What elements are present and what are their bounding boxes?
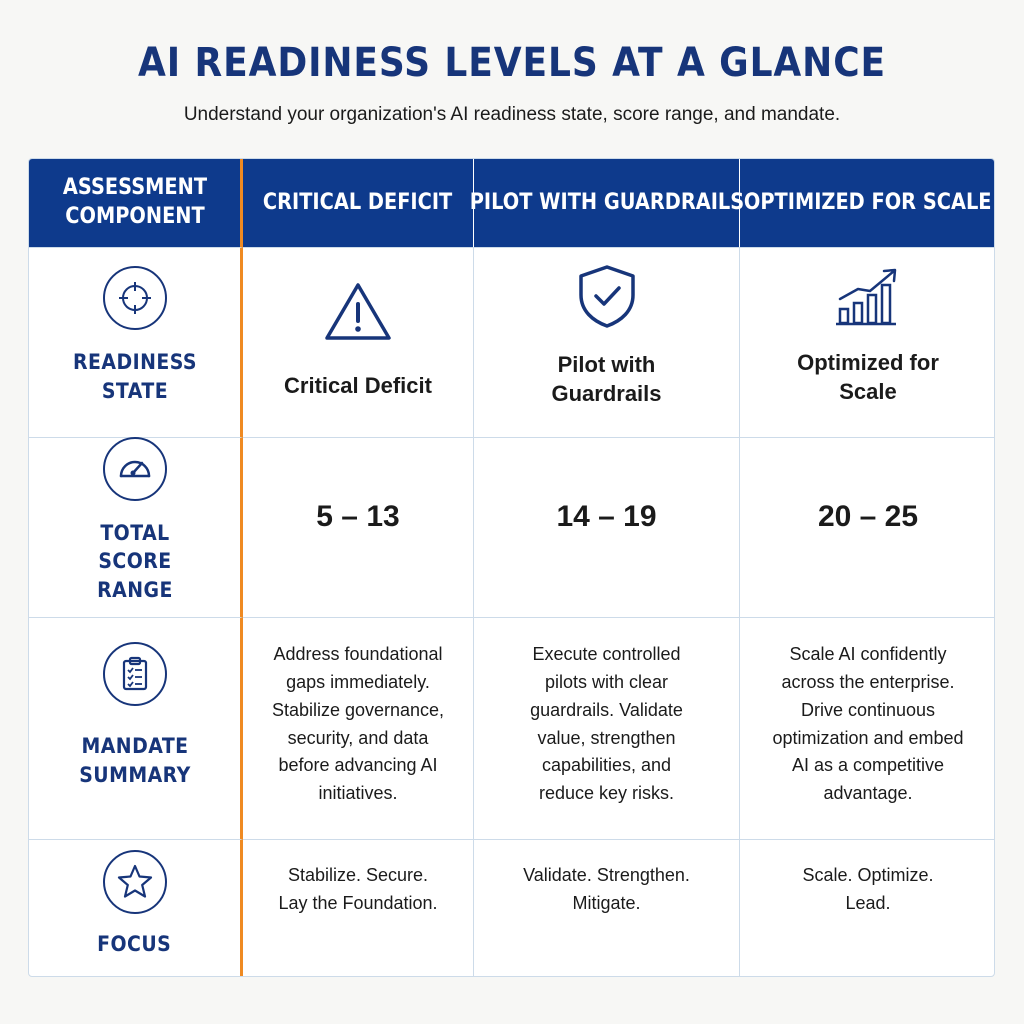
gauge-icon	[103, 437, 167, 501]
growth-chart-icon	[834, 265, 902, 332]
mandate-text: Address foundational gaps immediately. Stabilize governance, security, and data before advancing AI initiatives.	[271, 643, 445, 804]
header-pilot-with-guardrails	[469, 159, 744, 247]
state-text: Critical Deficit	[284, 373, 432, 399]
star-icon	[103, 850, 167, 914]
score-pilot-with-guardrails	[474, 437, 740, 617]
warning-triangle-icon	[322, 280, 394, 349]
state-text: Optimized for Scale	[797, 349, 939, 404]
readiness-table	[28, 158, 995, 977]
shield-check-icon	[575, 263, 639, 334]
header-label: ASSESSMENT COMPONENT	[62, 175, 207, 229]
header-label: OPTIMIZED FOR SCALE	[744, 189, 992, 215]
row-label: TOTAL SCORE RANGE	[96, 520, 173, 602]
header-optimized-for-scale	[740, 159, 995, 247]
row-label-focus	[29, 839, 243, 977]
page-title: AI READINESS LEVELS AT A GLANCE	[137, 40, 887, 86]
focus-pilot-with-guardrails	[474, 839, 740, 977]
focus-text: Validate. Strengthen. Mitigate.	[523, 865, 690, 913]
focus-critical-deficit	[243, 839, 474, 977]
focus-text: Scale. Optimize. Lead.	[802, 865, 934, 913]
header-label: PILOT WITH GUARDRAILS	[469, 189, 744, 215]
state-critical-deficit	[243, 247, 474, 437]
state-optimized-for-scale	[740, 247, 995, 437]
page-subtitle: Understand your organization's AI readiness state, score range, and mandate.	[183, 104, 841, 125]
mandate-text: Scale AI confidently across the enterprise. Drive continuous optimization and embed AI as a competitive advantage.	[772, 643, 964, 804]
row-label: READINESS STATE	[72, 350, 197, 403]
mandate-critical-deficit	[243, 617, 474, 839]
row-label-readiness-state	[29, 247, 243, 437]
mandate-pilot-with-guardrails	[474, 617, 740, 839]
header-label: CRITICAL DEFICIT	[263, 189, 453, 215]
state-pilot-with-guardrails	[474, 247, 740, 437]
row-label: MANDATE SUMMARY	[78, 734, 191, 787]
score-optimized-for-scale	[740, 437, 995, 617]
header-critical-deficit	[243, 159, 474, 247]
state-text: Pilot with Guardrails	[551, 351, 662, 406]
row-label-total-score-range	[29, 437, 243, 617]
focus-optimized-for-scale	[740, 839, 995, 977]
score-range-value: 14 – 19	[556, 499, 657, 533]
score-range-value: 5 – 13	[316, 499, 400, 533]
target-icon	[103, 266, 167, 330]
mandate-text: Execute controlled pilots with clear guardrails. Validate value, strengthen capabilities, and reduce key risks.	[530, 643, 683, 804]
mandate-optimized-for-scale	[740, 617, 995, 839]
focus-text: Stabilize. Secure. Lay the Foundation.	[278, 865, 438, 913]
row-label: FOCUS	[97, 931, 172, 956]
score-range-value: 20 – 25	[817, 499, 919, 533]
row-label-mandate-summary	[29, 617, 243, 839]
score-critical-deficit	[243, 437, 474, 617]
header-assessment-component	[29, 159, 243, 247]
clipboard-checklist-icon	[103, 642, 167, 706]
